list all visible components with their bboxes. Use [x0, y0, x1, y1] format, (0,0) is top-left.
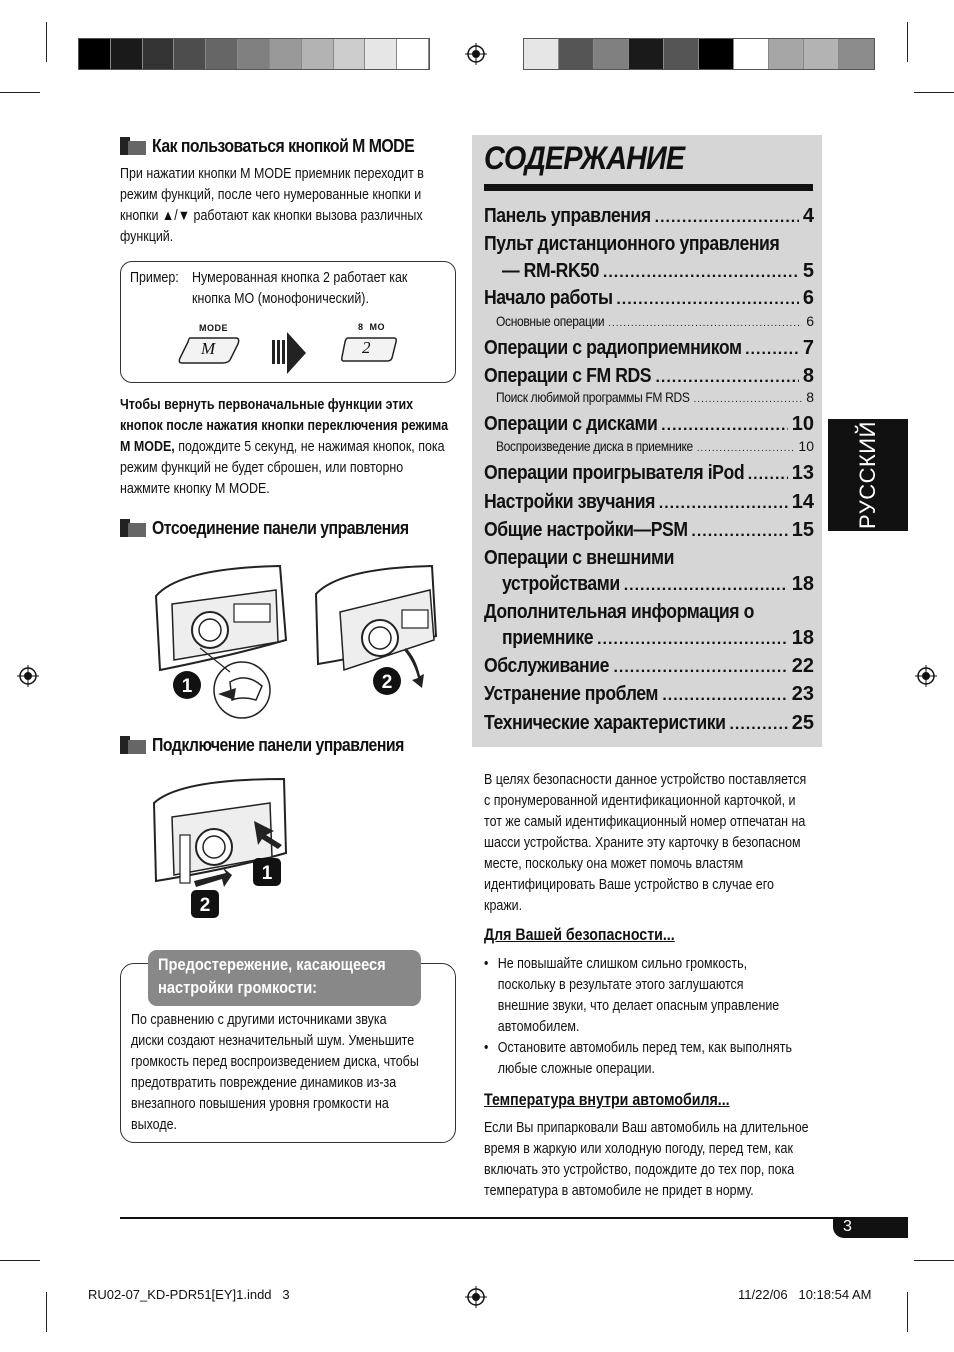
toc-item[interactable] — [484, 711, 814, 735]
section-marker-icon — [120, 519, 146, 537]
m-button-label: M — [201, 339, 216, 358]
step-2-icon — [372, 666, 402, 696]
toc-item-page: 6 — [802, 287, 814, 309]
toc-leader-dots — [655, 209, 799, 227]
color-swatch — [734, 39, 769, 69]
color-swatch — [206, 39, 238, 69]
step-1-icon — [253, 858, 281, 886]
toc-item-page: 25 — [791, 712, 814, 734]
color-swatch — [594, 39, 629, 69]
toc-item-label: приемнике — [502, 626, 594, 649]
toc-item-label: Технические характеристики — [484, 711, 726, 734]
toc-item-label: Воспроизведение диска в приемнике — [496, 438, 693, 454]
crop-mark — [46, 22, 47, 62]
color-swatch — [79, 39, 111, 69]
toc-item-label: Устранение проблем — [484, 682, 659, 705]
color-bar-left — [78, 38, 430, 70]
toc-leader-dots — [729, 716, 787, 734]
toc-item-label: Начало работы — [484, 286, 613, 309]
toc-subitem[interactable] — [496, 389, 814, 405]
footer-file: RU02-07_KD-PDR51[EY]1.indd 3 — [88, 1287, 290, 1302]
toc-leader-dots — [655, 369, 798, 387]
toc-subitem[interactable] — [496, 313, 814, 329]
toc-item-page: 4 — [802, 205, 814, 227]
step-1-label: 1 — [181, 676, 193, 697]
color-swatch — [302, 39, 334, 69]
toc-leader-dots — [745, 341, 799, 359]
toc-item[interactable] — [484, 654, 814, 678]
mmode-note-bold: Чтобы вернуть первоначальные функции этих кнопок после нажатия кнопки переключения режима M MODE, — [120, 397, 449, 455]
toc-item-page: 8 — [806, 389, 814, 405]
mmode-note-text: подождите 5 секунд, не нажимая кнопок, пока режим функций не будет сброшен, или повторно нажмите кнопку M MODE. — [120, 439, 445, 497]
crop-mark — [907, 22, 908, 62]
toc-leader-dots — [691, 523, 787, 541]
step-2-label: 2 — [381, 672, 393, 693]
toc-item-label: Поиск любимой программы FM RDS — [496, 389, 690, 405]
toc-item-page: 22 — [791, 655, 814, 677]
safety-list — [484, 954, 824, 1080]
mmode-heading: Как пользоваться кнопкой M MODE — [152, 136, 415, 156]
page-number: 3 — [843, 1218, 852, 1235]
toc-item[interactable] — [484, 490, 814, 514]
toc-leader-dots — [662, 687, 787, 705]
safety-item: • Остановите автомобиль перед тем, как выполнять любые сложные операции. — [484, 1038, 824, 1080]
crop-mark — [914, 1260, 954, 1261]
detach-heading: Отсоединение панели управления — [152, 518, 409, 538]
color-swatch — [804, 39, 839, 69]
toc-item[interactable] — [484, 204, 814, 228]
mode-label: MODE — [199, 323, 228, 333]
toc-item[interactable] — [484, 546, 814, 570]
toc-leader-dots — [697, 443, 795, 454]
toc-leader-dots — [608, 318, 802, 329]
section-marker-icon — [120, 137, 146, 155]
toc-item-label: устройствами — [502, 572, 620, 595]
toc-item-page: 10 — [798, 438, 814, 454]
toc-item-page: 6 — [806, 313, 814, 329]
example-text: Нумерованная кнопка 2 работает как кнопка MO (монофонический). — [192, 270, 408, 307]
toc-leader-dots — [694, 394, 803, 405]
toc-item-page: 14 — [791, 491, 814, 513]
toc-title: СОДЕРЖАНИЕ — [484, 140, 685, 176]
step-1-icon — [172, 670, 202, 700]
toc-item-label: Настройки звучания — [484, 490, 655, 513]
toc-item[interactable] — [502, 572, 814, 596]
mmode-note — [120, 395, 454, 500]
crop-mark — [0, 92, 40, 93]
color-swatch — [664, 39, 699, 69]
toc-item-page: 8 — [802, 365, 814, 387]
toc-item[interactable] — [484, 518, 814, 542]
toc-leader-dots — [661, 417, 788, 435]
toc-item-label: Операции проигрывателя iPod — [484, 461, 745, 484]
toc-item-label: Основные операции — [496, 313, 605, 329]
num-top-label: 8 MO — [358, 322, 386, 332]
toc-item[interactable] — [484, 286, 814, 310]
toc-leader-dots — [659, 495, 788, 513]
toc-item[interactable] — [484, 364, 814, 388]
toc-leader-dots — [624, 577, 788, 595]
toc-item-page: 10 — [791, 413, 814, 435]
safety-heading: Для Вашей безопасности... — [484, 926, 675, 944]
num-button-label: 2 — [362, 338, 371, 357]
temp-text: Если Вы припарковали Ваш автомобиль на длительное время в жаркую или холодную погоду, перед тем, как включать это устройство, подождите до тех пор, пока температура в автомобиле не придет в норму. — [484, 1120, 809, 1199]
toc-title-rule — [484, 184, 813, 191]
detach-illustration-1 — [150, 560, 290, 720]
crop-mark — [0, 1260, 40, 1261]
color-swatch — [111, 39, 143, 69]
toc-item-page: 23 — [791, 683, 814, 705]
toc-item[interactable] — [502, 259, 814, 283]
toc-item-label: Панель управления — [484, 204, 651, 227]
color-swatch — [629, 39, 664, 69]
temp-heading: Температура внутри автомобиля... — [484, 1091, 730, 1109]
crop-mark — [907, 1292, 908, 1332]
caution-title: Предостережение, касающееся настройки громкости: — [158, 955, 386, 997]
language-tab-label: РУССКИЙ — [855, 421, 880, 529]
toc-item-page: 18 — [791, 573, 814, 595]
toc-item[interactable] — [484, 412, 814, 436]
toc-item-label: Общие настройки—PSM — [484, 518, 688, 541]
crop-mark — [914, 92, 954, 93]
toc-item[interactable] — [484, 600, 814, 624]
toc-leader-dots — [613, 659, 787, 677]
color-swatch — [769, 39, 804, 69]
safety-item: • Не повышайте слишком сильно громкость, поскольку в результате этого заглушаются внешние звуки, что делает опасным управление автомобилем. — [484, 954, 824, 1038]
color-swatch — [365, 39, 397, 69]
section-marker-icon — [120, 736, 146, 754]
toc-leader-dots — [597, 631, 788, 649]
registration-mark-icon — [915, 665, 937, 687]
color-swatch — [270, 39, 302, 69]
color-swatch — [559, 39, 594, 69]
toc-leader-dots — [616, 291, 799, 309]
registration-mark-icon — [465, 43, 487, 65]
color-swatch — [839, 39, 874, 69]
color-swatch — [174, 39, 206, 69]
toc-item-page: 7 — [802, 337, 814, 359]
registration-mark-icon — [465, 1286, 487, 1308]
example-label: Пример: — [130, 270, 179, 286]
footer-date: 11/22/06 10:18:54 AM — [738, 1287, 872, 1302]
attach-step-1-label: 1 — [261, 863, 273, 884]
color-swatch — [699, 39, 734, 69]
toc-item[interactable] — [484, 461, 814, 485]
toc-item[interactable] — [484, 232, 814, 256]
color-swatch — [397, 39, 429, 69]
toc-item-label: Обслуживание — [484, 654, 610, 677]
toc-item-page: 13 — [791, 462, 814, 484]
color-bar-right — [523, 38, 875, 70]
toc-item-page: 18 — [791, 627, 814, 649]
mmode-text: При нажатии кнопки M MODE приемник переходит в режим функций, после чего нумерованные кнопки и кнопки ▲/▼ работают как кнопки вызова различных функций. — [120, 166, 424, 245]
arrow-right-icon — [272, 332, 308, 374]
toc-leader-dots — [603, 264, 799, 282]
caution-text: По сравнению с другими источниками звука диски создают незначительный шум. Уменьшите громкость перед воспроизведением диска, чтобы предотвратить повреждение динамиков из-за внезапного повышения уровня громкости на выходе. — [131, 1012, 419, 1133]
toc-item-label: Операции с FM RDS — [484, 364, 652, 387]
toc-leader-dots — [748, 466, 788, 484]
toc-item[interactable] — [484, 682, 814, 706]
toc-item-page: 15 — [791, 519, 814, 541]
toc-item-label: Операции с внешними — [484, 546, 675, 569]
attach-step-2-label: 2 — [199, 895, 211, 916]
toc-item-label: Пульт дистанционного управления — [484, 232, 780, 255]
color-swatch — [238, 39, 270, 69]
security-intro: В целях безопасности данное устройство поставляется с пронумерованной идентификационной карточкой, и тот же самый идентификационный номер отпечатан на шасси устройства. Храните эту карточку в безопасном месте, поскольку она может помочь властям идентифицировать Ваше устройство в случае его кражи. — [484, 772, 807, 914]
toc-item-label: Дополнительная информация о — [484, 600, 754, 623]
color-swatch — [334, 39, 366, 69]
bottom-rule — [120, 1217, 908, 1219]
color-swatch — [143, 39, 175, 69]
toc-item[interactable] — [502, 626, 814, 650]
attach-illustration — [150, 775, 290, 915]
toc-item-label: — RM-RK50 — [502, 259, 600, 282]
crop-mark — [46, 1292, 47, 1332]
toc-item-label: Операции с радиоприемником — [484, 336, 742, 359]
toc-item[interactable] — [484, 336, 814, 360]
color-swatch — [524, 39, 559, 69]
toc-item-label: Операции с дисками — [484, 412, 658, 435]
attach-heading: Подключение панели управления — [152, 735, 404, 755]
toc-item-page: 5 — [802, 260, 814, 282]
registration-mark-icon — [17, 665, 39, 687]
toc-subitem[interactable] — [496, 438, 814, 454]
step-2-icon — [191, 890, 219, 918]
